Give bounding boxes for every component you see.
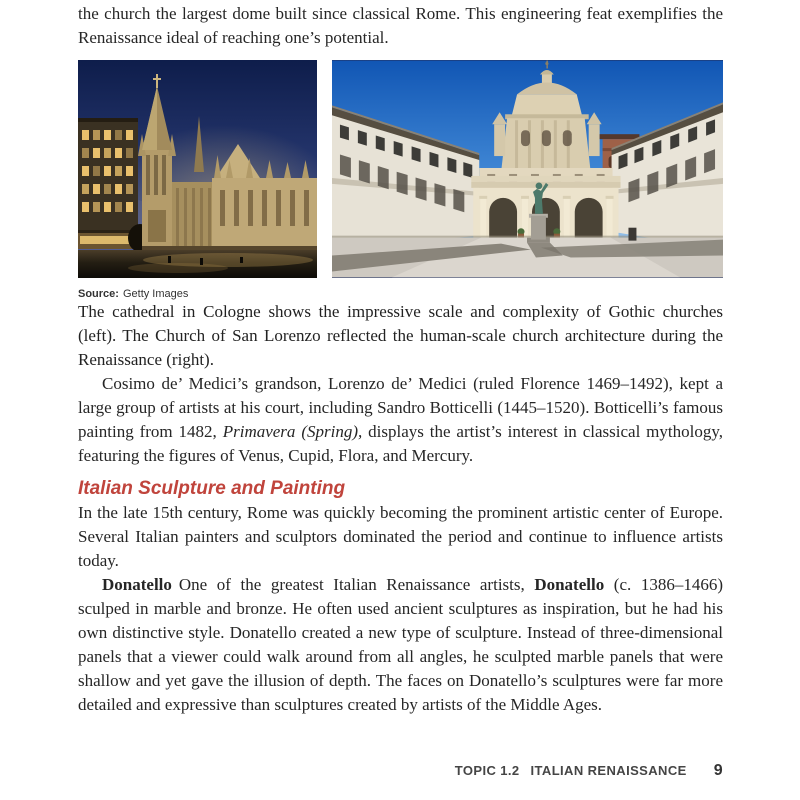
san-lorenzo-illustration xyxy=(332,60,723,278)
figure-source xyxy=(78,288,723,300)
figure xyxy=(78,60,723,278)
cologne-cathedral-photo xyxy=(78,60,317,278)
donatello-paragraph xyxy=(78,573,723,717)
medici-text-1: Cosimo de’ Medici’s grandson, Lorenzo de’ Medici (ruled Florence 1469–1492), kept a large group of artists at his court, including Sandro Botticelli (1445–1520). Botticelli’s famous painting from 1482, xyxy=(78,374,723,441)
donatello-bold-name: Donatello xyxy=(534,575,605,594)
page-footer xyxy=(78,762,723,780)
san-lorenzo-photo xyxy=(332,60,723,278)
donatello-text-1: One of the greatest Italian Renaissance artists, xyxy=(178,575,535,594)
primavera-title: Primavera (Spring), xyxy=(222,422,363,441)
medici-paragraph xyxy=(78,372,723,468)
footer-topic-label: TOPIC 1.2 xyxy=(454,763,520,778)
intro-paragraph: the church the largest dome built since classical Rome. This engineering feat exemplifies the Renaissance ideal of reaching one’s potential. xyxy=(78,4,723,47)
figure-caption: The cathedral in Cologne shows the impressive scale and complexity of Gothic churches (left). The Church of San Lorenzo reflected the human-scale church architecture during the Renaissance (right). xyxy=(78,302,723,369)
page-content xyxy=(78,2,723,717)
medici-text-2: displays the artist’s interest in classical mythology, featuring the figures of Venus, Cupid, Flora, and Mercury. xyxy=(78,422,723,465)
donatello-runin-heading: Donatello xyxy=(102,575,172,594)
donatello-text-2: (c. 1386–1466) sculped in marble and bronze. He often used ancient sculptures as inspiration, but he had his own distinctive style. Donatello created a new type of sculpture. Instead of three-dimensional panels that a viewer could walk around from all angles, he sculpted marble panels that were shallow and yet gave the illusion of depth. The faces on Donatello’s sculptures were far more detailed and expressive than sculptures created by artists of the Middle Ages. xyxy=(78,575,723,714)
source-value: Getty Images xyxy=(122,288,189,300)
section-heading: Italian Sculpture and Painting xyxy=(78,478,346,499)
page-number: 9 xyxy=(713,762,723,779)
source-label: Source: xyxy=(78,288,119,300)
rome-paragraph: In the late 15th century, Rome was quickly becoming the prominent artistic center of Europe. Several Italian painters and sculptors dominated the period and continue to influence artists today. xyxy=(78,503,723,570)
cologne-cathedral-illustration xyxy=(78,60,317,278)
footer-topic-title: ITALIAN RENAISSANCE xyxy=(530,763,687,778)
